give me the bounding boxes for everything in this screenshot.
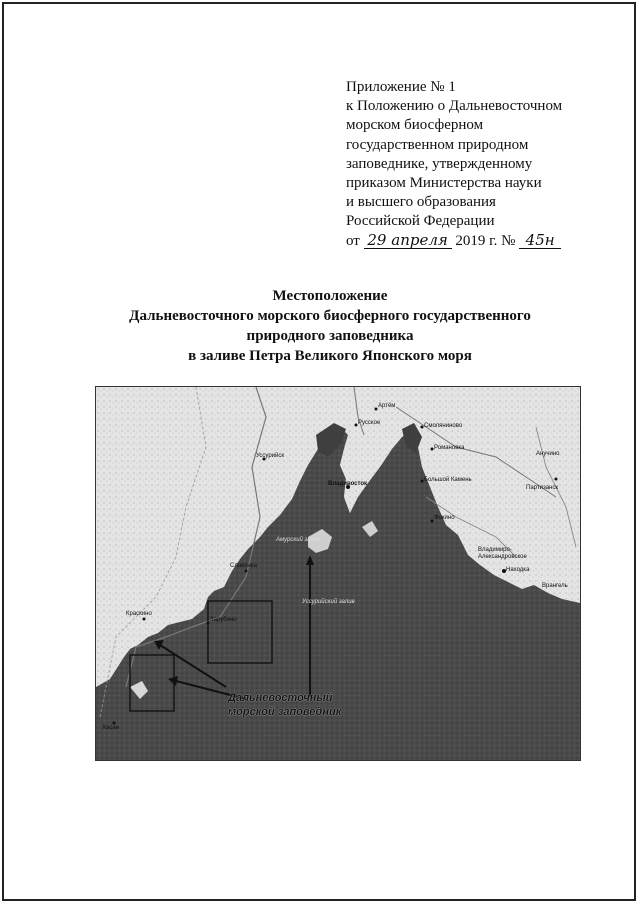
map-label-vrangel: Врангель	[542, 583, 568, 589]
map-label-ussuri-bay: Уссурийский залив	[302, 599, 355, 605]
title-line: Дальневосточного морского биосферного государственного	[129, 308, 531, 324]
date-year: 2019 г. №	[455, 232, 516, 249]
map-label-partizansk: Партизанск	[526, 485, 558, 491]
annex-line: и высшего образования	[346, 194, 496, 211]
annex-line: заповеднике, утвержденному	[346, 155, 533, 172]
map-label-kraskino: Краскино	[126, 611, 152, 617]
map-label-ussuriysk: Уссурийск	[256, 453, 285, 459]
map-label-vladivostok: Владивосток	[328, 481, 368, 487]
map-label-vladimiro-aleksandrovskoe: Владимиро-Александровское	[478, 547, 527, 560]
location-map	[95, 386, 581, 761]
map-label-artem: Артём	[378, 403, 396, 409]
annex-line: к Положению о Дальневосточном	[346, 98, 563, 115]
annex-line: государственном природном	[346, 136, 529, 153]
handwritten-date: 29 апреля	[364, 233, 452, 249]
map-label-slavyanka: Славянка	[230, 563, 257, 569]
map-label-anuchino: Анучино	[536, 451, 560, 457]
handwritten-number: 45н	[519, 233, 561, 249]
annex-line: приказом Министерства науки	[346, 175, 542, 192]
annex-block	[346, 78, 616, 251]
title-line: в заливе Петра Великого Японского моря	[188, 348, 472, 364]
map-label-bolshoy-kamen: Большой Камень	[424, 477, 472, 483]
map-label-nakhodka: Находка	[506, 567, 530, 573]
map-label-smolyaninovo: Смоляниново	[424, 423, 463, 429]
map-label-zarubino: Зарубино	[210, 617, 237, 623]
map-label-amur-bay: Амурский залив	[276, 537, 321, 543]
reserve-label: Дальневосточный морской заповедник	[228, 692, 342, 718]
map-label-russkoe: Русское	[358, 420, 381, 426]
map-label-romanovka: Романовка	[434, 445, 465, 451]
annex-line: Приложение № 1	[346, 79, 456, 95]
order-date-line	[346, 232, 616, 251]
annex-line: морском биосферном	[346, 117, 484, 134]
document-title	[80, 286, 580, 366]
map-label-khasan: Хасан	[102, 725, 119, 731]
title-line: Местоположение	[272, 288, 388, 304]
title-line: природного заповедника	[246, 328, 414, 344]
date-prefix: от	[346, 232, 360, 249]
annex-line: Российской Федерации	[346, 213, 495, 230]
map-label-fokino: Фокино	[434, 515, 455, 521]
